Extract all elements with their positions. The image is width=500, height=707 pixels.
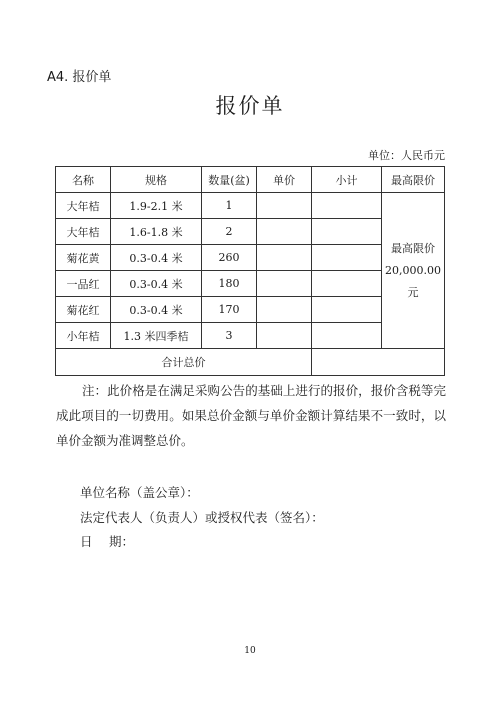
currency-unit-label: 单位：人民币元: [368, 149, 445, 162]
cell-unit-price[interactable]: [257, 271, 312, 297]
page-title: 报价单: [215, 94, 285, 118]
max-price-cell: [382, 193, 445, 349]
cell-subtotal[interactable]: [312, 297, 382, 323]
cell-unit-price[interactable]: [257, 323, 312, 349]
cell-spec: 1.6-1.8 米: [111, 219, 202, 245]
cell-unit-price[interactable]: [257, 219, 312, 245]
cell-spec: 1.9-2.1 米: [111, 193, 202, 219]
max-price-unit: 元: [407, 285, 419, 299]
cell-quantity: 170: [202, 297, 257, 323]
cell-name: 小年桔: [56, 323, 111, 349]
cell-quantity: 260: [202, 245, 257, 271]
header-subtotal: 小计: [312, 167, 382, 193]
page-number: 10: [244, 646, 256, 656]
cell-subtotal[interactable]: [312, 193, 382, 219]
header-spec: 规格: [111, 167, 202, 193]
cell-name: 大年桔: [56, 219, 111, 245]
table-header-row: [56, 167, 445, 193]
header-quantity: 数量(盆): [202, 167, 257, 193]
cell-spec: 0.3-0.4 米: [111, 297, 202, 323]
note-paragraph: [56, 378, 446, 453]
cell-subtotal[interactable]: [312, 271, 382, 297]
cell-name: 大年桔: [56, 193, 111, 219]
cell-name: 菊花黄: [56, 245, 111, 271]
cell-quantity: 180: [202, 271, 257, 297]
note-text: 注：此价格是在满足采购公告的基础上进行的报价，报价含税等完成此项目的一切费用。如果总价金额与单价金额计算结果不一致时，以单价金额为准调整总价。: [56, 383, 446, 448]
max-price-label: 最高限价: [391, 241, 435, 255]
total-label: 合计总价: [56, 349, 312, 376]
section-label: A4. 报价单: [47, 70, 112, 85]
company-name-line: 单位名称（盖公章）：: [80, 485, 199, 500]
cell-quantity: 2: [202, 219, 257, 245]
cell-quantity: 1: [202, 193, 257, 219]
cell-quantity: 3: [202, 323, 257, 349]
quote-table: [55, 166, 445, 376]
cell-subtotal[interactable]: [312, 323, 382, 349]
cell-name: 一品红: [56, 271, 111, 297]
cell-unit-price[interactable]: [257, 245, 312, 271]
header-max-price: 最高限价: [382, 167, 445, 193]
cell-spec: 1.3 米四季桔: [111, 323, 202, 349]
cell-subtotal[interactable]: [312, 219, 382, 245]
total-row: [56, 349, 445, 376]
max-price-value: 20,000.00: [385, 263, 441, 277]
table-row: [56, 193, 445, 219]
representative-line: 法定代表人（负责人）或授权代表（签名）：: [80, 510, 324, 525]
cell-spec: 0.3-0.4 米: [111, 245, 202, 271]
date-line: 日 期：: [80, 534, 134, 549]
cell-spec: 0.3-0.4 米: [111, 271, 202, 297]
header-unit-price: 单价: [257, 167, 312, 193]
cell-subtotal[interactable]: [312, 245, 382, 271]
header-name: 名称: [56, 167, 111, 193]
cell-unit-price[interactable]: [257, 193, 312, 219]
cell-name: 菊花红: [56, 297, 111, 323]
cell-unit-price[interactable]: [257, 297, 312, 323]
total-value[interactable]: [312, 349, 445, 376]
